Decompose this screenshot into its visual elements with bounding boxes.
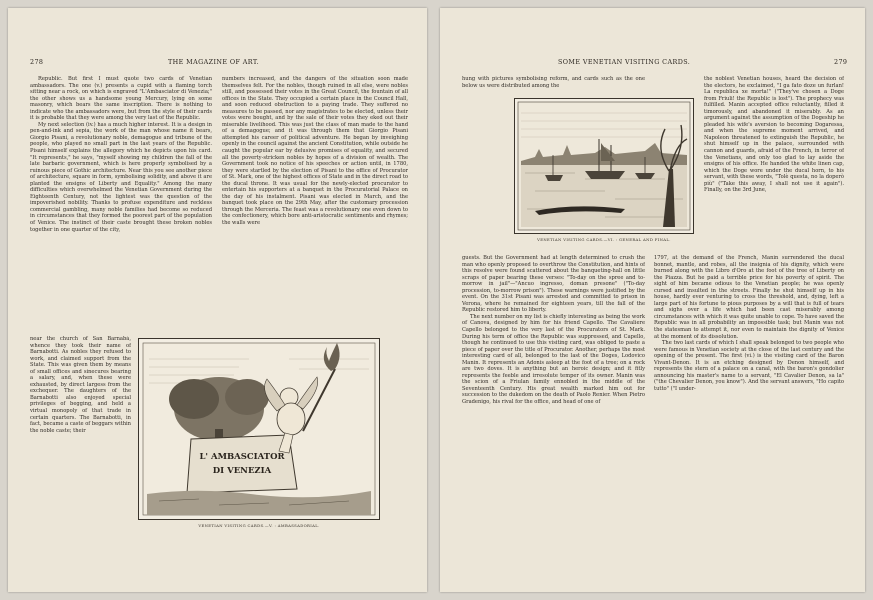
cupid-engraving-illustration [139,339,379,519]
right-column-2 [654,255,844,575]
left-col1-narrow-text: near the church of San Barnabà, whence they took their name of Barnabotti. As nobles they refused to work, and claimed support from the State. This was given them by means of small offices and sinecures bearing a salary, and, when these were exhausted, by direct largess from the exchequer. The daughters of the Barnabotti also enjoyed special privileges of begging, and held a virtual monopoly of that trade in certain quarters. The Barnabotti, in fact, became a caste of beggars within the noble caste; their [30,336,131,434]
left-column-1-narrow [30,336,131,526]
engraving-ambassadorial [138,338,380,520]
running-head-right: SOME VENETIAN VISITING CARDS. [558,58,691,66]
page-number-right: 279 [834,58,848,66]
page-number-left: 278 [30,58,44,66]
left-col1-para-1: Republic. But first I must quote two cards of Venetian ambassadors. The one (v.) presents a cupid with a flaming torch sitting near a rock, on which is engraved "L'Ambasciator di Venezia;" the other shows us a handsome young Mercury, lying on some masonry, which bears the same inscription. There is nothing to indicate who the ambassadors were, but from the style of their cards it is probable that they were among the very last of the Republic. [30,76,212,122]
right-page [440,8,865,592]
left-column-2 [222,76,408,338]
engraving-inscription-line2: DI VENEZIA [212,466,272,476]
engraving-inscription-line1: L' AMBASCIATOR [199,452,285,462]
left-col1-para-2: My next selection (iv.) has a much higher interest. It is a design in pen-and-ink and sepia, the work of the man whose name it bears, Giorgio Pisani, a revolutionary noble, demagogue and tribune of the people, who played no small part in the last years of the Republic. Pisani himself explains the allegory which he depicts upon his card. "It represents," he says, "myself showing my children the fall of the late barbaric government, which is here properly symbolised by a ruinous piece of Gothic architecture. Near this you see another piece of architecture, square in form, symbolising solidity, and above it are planted the ensigns of Liberty and Equality." Among the many difficulties which overwhelmed the Venetian Government during the Eighteenth Century, not the lightest was the question of the impoverished nobility. Thanks to profuse expenditure and reckless commercial gambling, many noble families had become so reduced in circumstances that they formed the poorest part of the population of Venice. The instinct of their caste brought these broken nobles together in one quarter of the city, [30,121,212,233]
engraving-general-final [514,98,694,234]
caption-ambassadorial: VENETIAN VISITING CARDS.—V. : AMBASSADORIAL. [198,523,320,528]
right-column-2-top [704,76,844,252]
right-column-1-top [462,76,645,92]
caption-general-final: VENETIAN VISITING CARDS.—VI. : GENERAL AND FINAL. [537,237,671,242]
right-col1-para-1: guests. But the Government had at length determined to crush the man who openly proposed to overthrow the Constitution, and hints of this resolve were found scattered about the banqueting-hall on little scraps of paper bearing these verses: "To-day on the spree and to-morrow in jail"—"Ancuo ingresso, doman presone" ("To-day procession, to-morrow prison"). These warnings were justified by the event. On the 31st Pisani was arrested and committed to prison in Verona, where he remained for eighteen years, till the fall of the Republic restored him to liberty. [462,255,645,314]
right-column-1 [462,255,645,575]
left-column-1 [30,76,212,336]
lagoon-engraving-illustration [515,99,693,233]
left-page [8,8,427,592]
right-col2-top-text: the noblest Venetian houses, heard the decision of the electors, he exclaimed, "I ga fato doze un furlan! La republica xe morta!" ("They've chosen a Doge from Friuli! the Republic is lost"). The prophecy was fulfilled. Manin accepted office reluctantly, filled it timorously, and abandoned it miserably. As an argument against the assumption of the Dogeship he pleaded his wife's aversion to becoming Dogaressa, and when the supreme moment arrived, and Napoleon threatened to extinguish the Republic, he shut himself up in the palace, surrounded with cannon and guards, afraid of the French, in terror of the Venetians, and only too glad to lay aside the ensigns of his office. He handed the white linen cap, which the Doge wore under the ducal horn, to his servant, with these words, "Tolè questa, no la doperò più" ("Take this away, I shall not use it again"). Finally, on the 3rd June, [704,76,844,194]
right-col1-para-2: The next number on my list is chiefly interesting as being the work of Canova, designed by him for his friend Capello. The Cavaliere Capello belonged to the very last of the Procurators of St. Mark. During his term of office the Republic was suppressed, and Capello, though he continued to use this visiting card, was obliged to paste a piece of paper over the title of Procurator. Another, perhaps the most interesting card of all, belonged to the last of the Doges, Lodovico Manin. It represents an Adonis asleep at the foot of a tree; on a rock are two doves. It is anything but an heroic design; and it fitly represents the feeble and irresolute temper of its owner. Manin was the scion of a Friulan family ennobled in the middle of the Seventeenth Century. His great wealth marked him out for succession to the dukedom on the death of Paolo Renier. When Pietro Gradenigo, his rival for the office, and head of one of [462,313,645,406]
right-col2-para-1: 1797, at the demand of the French, Manin surrendered the ducal bonnet, mantle, and robes, all the insignia of his dignity, which were burned along with the Libro d'Oro at the foot of the tree of Liberty on the Piazza. But he paid a terrible price for his poverty of spirit. The sight of him became odious to the Venetian people; he was openly cursed and insulted in the streets. Finally he shut himself up in his house, hardly ever venturing to cross the threshold, and, dying, left a large part of his fortune to pious purposes by a will that is full of tears and sighs over a life which had been cast miserably among circumstances with which it was quite unable to cope. To have saved the Republic was in all probability an impossible task; but Manin was not the statesman to attempt it, nor even to maintain the dignity of Venice at the moment of its dissolution. [654,255,844,340]
right-col1-top-text: hung with pictures symbolising reform, and cards such as the one below us were distributed among the [462,76,645,89]
left-col2-para-1: numbers increased, and the dangers of the situation soon made themselves felt. For the nobles, though ruined in all else, were nobles still, and possessed their votes in the Great Council, the fountain of all offices in the State. They occupied a certain place in the Council Hall, and soon reduced obstruction to a paying trade. They suffered no measures to be passed, nor any magistrates to be elected, unless their votes were bought, and by the sale of their votes they eked out their miserable livelihood. This was just the class of man made to the hand of a demagogue; and it was through them that Giorgio Pisani attempted his career of political adventure. He began by inveighing openly in the council against the ancient Constitution, while outside he caught the popular ear by delusive promises of equality, and secured all the poverty-stricken nobles by hopes of a division of wealth. The Government took no notice of his speeches or action until, in 1780, they were startled by the election of Pisani to the office of Procurator of St. Mark, one of the highest offices of State and in the direct road to the ducal throne. It was usual for the newly-elected procurator to entertain his supporters at a banquet in the Procuratorial Palace on the day of his instalment. Pisani was elected in March, and the banquet took place on the 29th May, after the customary procession through the Merceria. The feast was a revolutionary one even down to the confectionery, which bore anti-aristocratic sentiments and rhymes; the walls were [222,76,408,227]
running-head-left: THE MAGAZINE OF ART. [168,58,260,66]
right-col2-para-2: The two last cards of which I shall speak belonged to two people who were famous in Venetian society at the close of the last century and the opening of the present. The first (vi.) is the visiting card of the Baron Vivant-Denon. It is an etching designed by Denon himself, and represents the stern of a palace on a canal, with the baron's gondolier announcing his master's name to a servant, "El Cavalier Denon, sa la" ("the Chevalier Denon, you know"). And the servant answers, "Ho capito tutto" ("I under- [654,340,844,392]
